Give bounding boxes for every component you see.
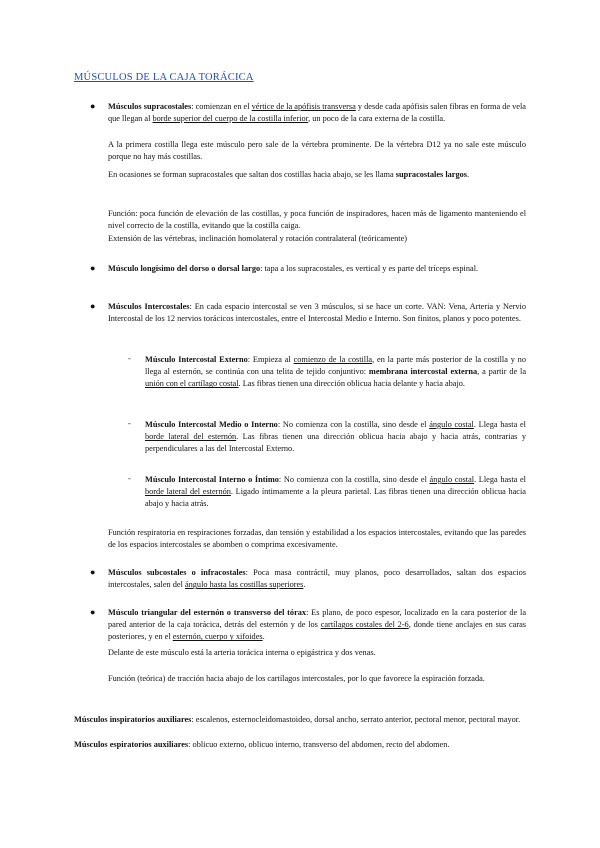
bullet-marker: ●: [90, 263, 96, 273]
underlined-term: unión con el cartílago costal: [145, 379, 239, 389]
underlined-term: esternón, cuerpo y xifoides: [172, 632, 263, 642]
text: : No comienza con la costilla, sino desde el: [278, 475, 430, 484]
term-supracostales-largos: supracostales largos: [395, 170, 467, 179]
underlined-term: comienzo de la costilla: [293, 355, 373, 364]
underlined-term: borde lateral del esternón: [145, 487, 231, 497]
paragraph-intercostal-interno: [145, 474, 526, 511]
text: , a partir de la: [477, 367, 527, 377]
underlined-term: ángulo hasta las costillas superiores: [184, 580, 304, 590]
text: : En cada espacio intercostal se ven 3 músculos, si se hace un corte. VAN: Vena, Arteria y Nervio Intercostal de los 12 nervios torácicos intercostales, entre el Intercostal Medio e Interno. Son finitos, planos y poco potentes.: [108, 302, 526, 324]
term-espiratorios: Músculos espiratorios auxiliares: [74, 740, 189, 749]
paragraph-extension: Extensión de las vértebras, inclinación homolateral y rotación contralateral (teóricamente): [108, 234, 408, 243]
underlined-term: ángulo costal: [429, 420, 474, 429]
text: , un poco de la cara externa de la costilla.: [308, 114, 446, 124]
text: : Es plano, de poco espesor, localizado en la cara posterior de la pared anterior de la caja torácica, detrás del esternón y de los: [108, 608, 526, 630]
underlined-term: borde superior del cuerpo de la costilla inferior: [152, 114, 309, 124]
text: . Las fibras tienen una dirección oblicua hacia delante y hacia abajo.: [238, 379, 465, 389]
term-intercostal-medio: Músculo Intercostal Medio o Interno: [145, 420, 278, 429]
text: , en la parte más posterior de la costilla y no llega al esternón, se continúa con una telita de tejido conjuntivo:: [145, 355, 526, 377]
paragraph-espiratorios: [74, 739, 526, 751]
paragraph-subcostales: [108, 567, 526, 591]
paragraph-primera-costilla: A la primera costilla llega este músculo pero sale de la vértebra prominente. De la vértebra D12 ya no sale este músculo porque no hay más costillas.: [108, 140, 526, 162]
text: . Ligado íntimamente a la pleura parietal. Las fibras tienen una dirección oblicua hacia abajo y hacia atrás.: [145, 487, 526, 509]
paragraph-inspiratorios: [74, 714, 526, 726]
paragraph-supracostales: [108, 101, 526, 125]
text: .: [467, 170, 470, 179]
term-intercostal-externo: Músculo Intercostal Externo: [145, 355, 248, 364]
paragraph-supracostales-largos: [108, 169, 526, 181]
term-subcostales: Músculos subcostales o infracostales: [108, 568, 246, 577]
paragraph-longisimo: [108, 263, 526, 275]
text: : Empieza al: [247, 355, 294, 364]
dash-marker: -: [128, 354, 131, 363]
text: : comienzan en el: [191, 102, 252, 111]
text: : tapa a los supracostales, es vertical y es parte del tríceps espinal.: [260, 264, 479, 273]
term-membrana: membrana intercostal externa: [368, 367, 478, 377]
text: : Poca masa contráctil, muy planos, poco desarrollados, saltan dos espacios intercostales, salen del: [108, 568, 526, 590]
paragraph-arteria: Delante de este músculo está la arteria torácica interna o epigástrica y dos venas.: [108, 648, 376, 657]
text: : No comienza con la costilla, sino desde el: [277, 420, 430, 429]
paragraph-funcion-triangular: Función (teórica) de tracción hacia abajo de los cartílagos intercostales, por lo que favorece la espiración forzada.: [108, 674, 485, 683]
bullet-marker: ●: [90, 301, 96, 311]
underlined-term: cartílagos costales del 2-6: [320, 620, 409, 630]
page-title: MÚSCULOS DE LA CAJA TORÁCICA: [74, 72, 254, 83]
text: : escalenos, esternocleidomastoideo, dorsal ancho, serrato anterior, pectoral menor, pectoral mayor.: [191, 715, 521, 724]
paragraph-triangular: [108, 607, 526, 644]
paragraph-intercostal-externo: [145, 354, 526, 391]
text: : oblicuo externo, oblicuo interno, transverso del abdomen, recto del abdomen.: [188, 740, 450, 749]
bullet-marker: ●: [90, 101, 96, 111]
term-supracostales: Músculos supracostales: [108, 102, 192, 111]
bullet-marker: ●: [90, 607, 96, 617]
paragraph-intercostal-medio: [145, 419, 526, 456]
text: , donde tiene anclajes en sus caras posteriores, y en el: [108, 620, 527, 642]
term-inspiratorios: Músculos inspiratorios auxiliares: [74, 715, 192, 724]
paragraph-funcion-supracostales: Función: poca función de elevación de las costillas, y poca función de inspiradores, hacen más de ligamento manteniendo el nivel correcto de la costilla, evitando que la costilla caiga.: [108, 209, 526, 231]
term-triangular: Músculo triangular del esternón o transverso del tórax: [108, 608, 307, 617]
text: . Llega hasta el: [473, 420, 526, 429]
term-longisimo: Músculo longísimo del dorso o dorsal largo: [108, 264, 261, 273]
underlined-term: borde lateral del esternón: [145, 432, 237, 442]
paragraph-funcion-intercostales: Función respiratoria en respiraciones forzadas, dan tensión y estabilidad a los espacios intercostales, evitando que las paredes de los espacios intercostales se abomben o comprima excesivamente.: [108, 528, 526, 550]
paragraph-intercostales: [108, 301, 526, 325]
text: En ocasiones se forman supracostales que saltan dos costillas hacia abajo, se les llama: [108, 170, 396, 179]
text: y desde cada apófisis salen fibras en forma de vela que llegan al: [108, 102, 526, 124]
underlined-term: vértice de la apófisis transversa: [251, 102, 356, 111]
text: . Las fibras tienen una dirección oblicua hacia abajo y hacia atrás, contrarias y perpendiculares a las del Intercostal Externo.: [145, 432, 526, 454]
dash-marker: -: [128, 474, 131, 483]
term-intercostales: Músculos Intercostales: [108, 302, 190, 311]
term-intercostal-interno: Músculo Intercostal Interno o Íntimo: [145, 475, 279, 484]
text: . Llega hasta el: [474, 475, 526, 484]
bullet-marker: ●: [90, 567, 96, 577]
underlined-term: ángulo costal: [429, 475, 475, 484]
text: .: [303, 580, 306, 590]
dash-marker: -: [128, 419, 131, 428]
text: .: [262, 632, 265, 642]
